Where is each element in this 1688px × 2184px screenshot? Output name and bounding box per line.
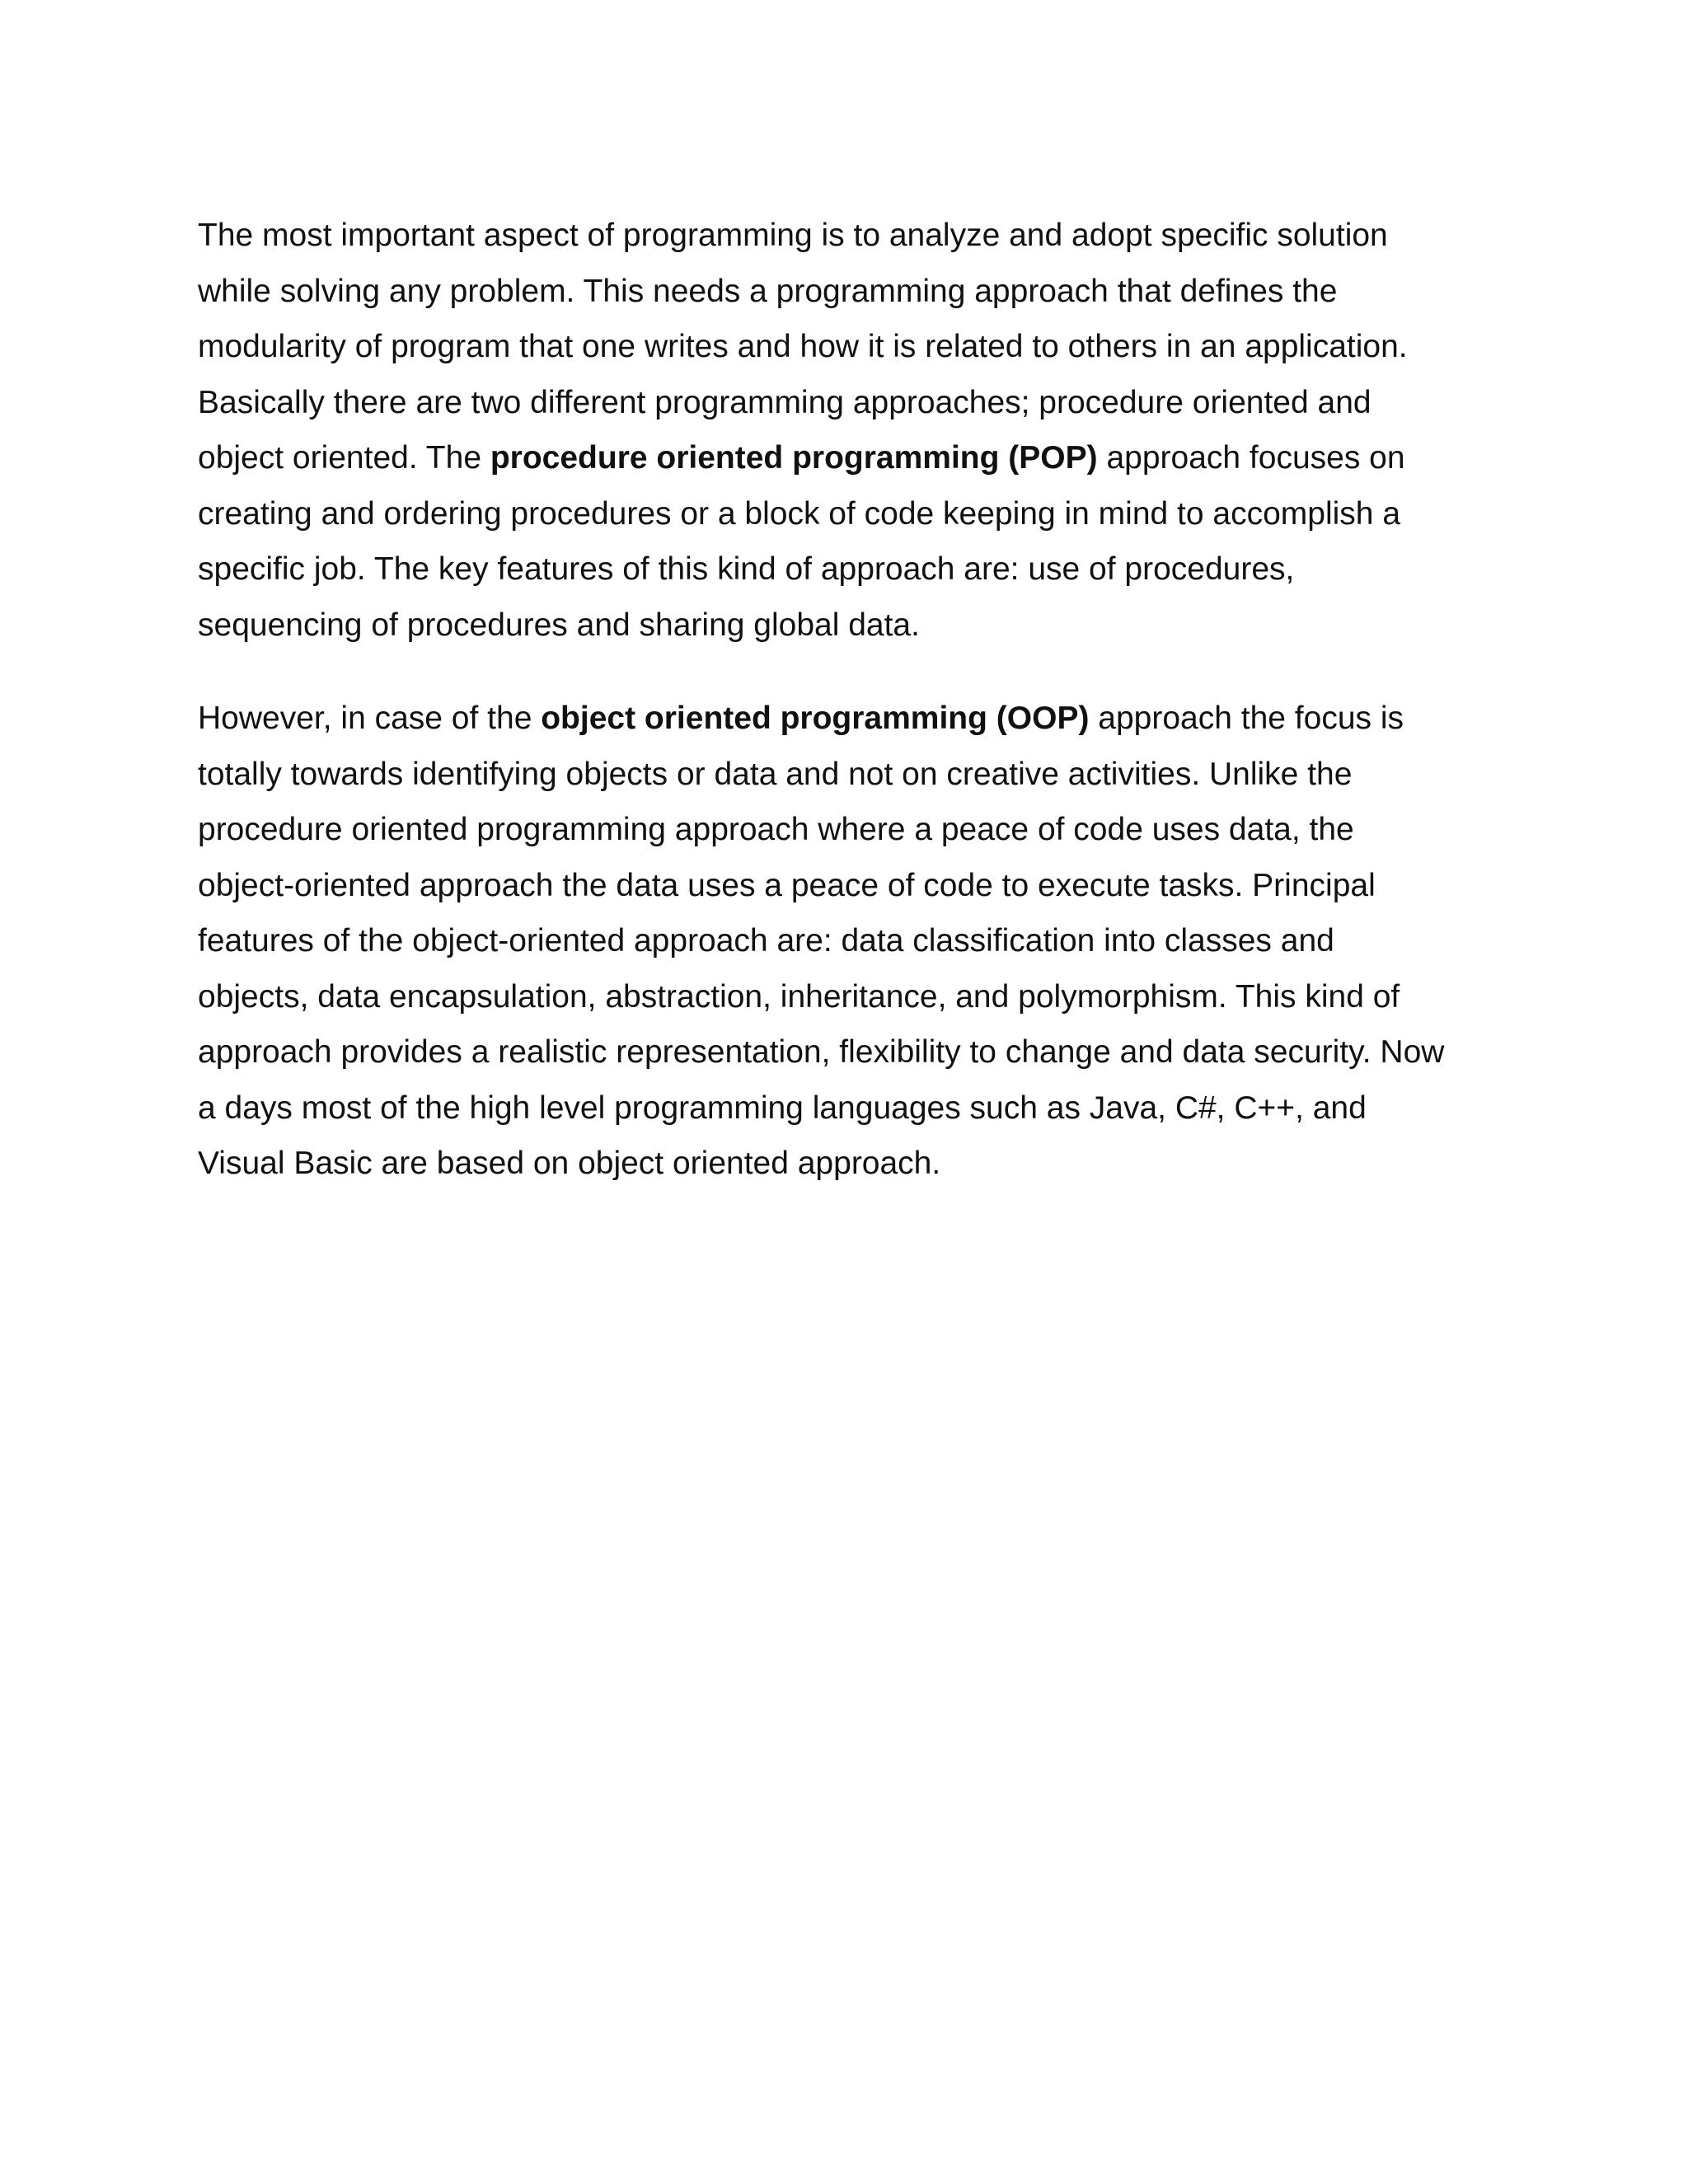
text-line bbox=[198, 319, 1500, 375]
text-line bbox=[198, 375, 1500, 431]
text-segment: creating and ordering procedures or a block of code keeping in mind to accomplish a bbox=[198, 495, 1401, 532]
text-line bbox=[198, 208, 1500, 264]
text-segment: modularity of program that one writes and how it is related to others in an application. bbox=[198, 329, 1408, 364]
bold-term: procedure oriented programming (POP) bbox=[490, 440, 1098, 476]
text-segment: object oriented. The bbox=[198, 440, 490, 476]
text-line bbox=[198, 747, 1500, 803]
document-body bbox=[198, 208, 1500, 1192]
text-segment: specific job. The key features of this kind of approach are: use of procedures, bbox=[198, 551, 1295, 587]
text-segment: approach provides a realistic representation, flexibility to change and data security. Now bbox=[198, 1034, 1445, 1070]
text-line bbox=[198, 486, 1500, 542]
text-line bbox=[198, 264, 1500, 320]
text-segment: while solving any problem. This needs a programming approach that defines the bbox=[198, 273, 1338, 309]
text-segment: approach the focus is bbox=[1089, 701, 1404, 736]
text-line bbox=[198, 430, 1500, 486]
text-line bbox=[198, 691, 1500, 747]
text-line bbox=[198, 541, 1500, 598]
text-line bbox=[198, 1024, 1500, 1080]
text-line bbox=[198, 1080, 1500, 1137]
text-segment: procedure oriented programming approach where a peace of code uses data, the bbox=[198, 812, 1354, 847]
paragraph bbox=[198, 208, 1500, 653]
text-segment: object-oriented approach the data uses a peace of code to execute tasks. Principal bbox=[198, 867, 1376, 903]
text-segment: Visual Basic are based on object oriented approach. bbox=[198, 1146, 941, 1181]
text-segment: The most important aspect of programming is to analyze and adopt specific solution bbox=[198, 218, 1388, 253]
text-segment: totally towards identifying objects or data and not on creative activities. Unlike the bbox=[198, 756, 1353, 792]
text-segment: However, in case of the bbox=[198, 701, 542, 736]
text-segment: a days most of the high level programming languages such as Java, C#, C++, and bbox=[198, 1090, 1367, 1126]
text-line bbox=[198, 913, 1500, 969]
text-segment: objects, data encapsulation, abstraction, inheritance, and polymorphism. This kind of bbox=[198, 978, 1400, 1015]
text-line bbox=[198, 802, 1500, 858]
text-line bbox=[198, 598, 1500, 654]
text-line bbox=[198, 1136, 1500, 1192]
text-segment: approach focuses on bbox=[1097, 440, 1405, 476]
text-segment: Basically there are two different programming approaches; procedure oriented and bbox=[198, 384, 1372, 420]
paragraph bbox=[198, 691, 1500, 1192]
text-segment: features of the object-oriented approach are: data classification into classes and bbox=[198, 923, 1334, 958]
text-line bbox=[198, 969, 1500, 1025]
text-segment: sequencing of procedures and sharing global data. bbox=[198, 607, 920, 643]
text-line bbox=[198, 858, 1500, 914]
bold-term: object oriented programming (OOP) bbox=[541, 701, 1090, 736]
